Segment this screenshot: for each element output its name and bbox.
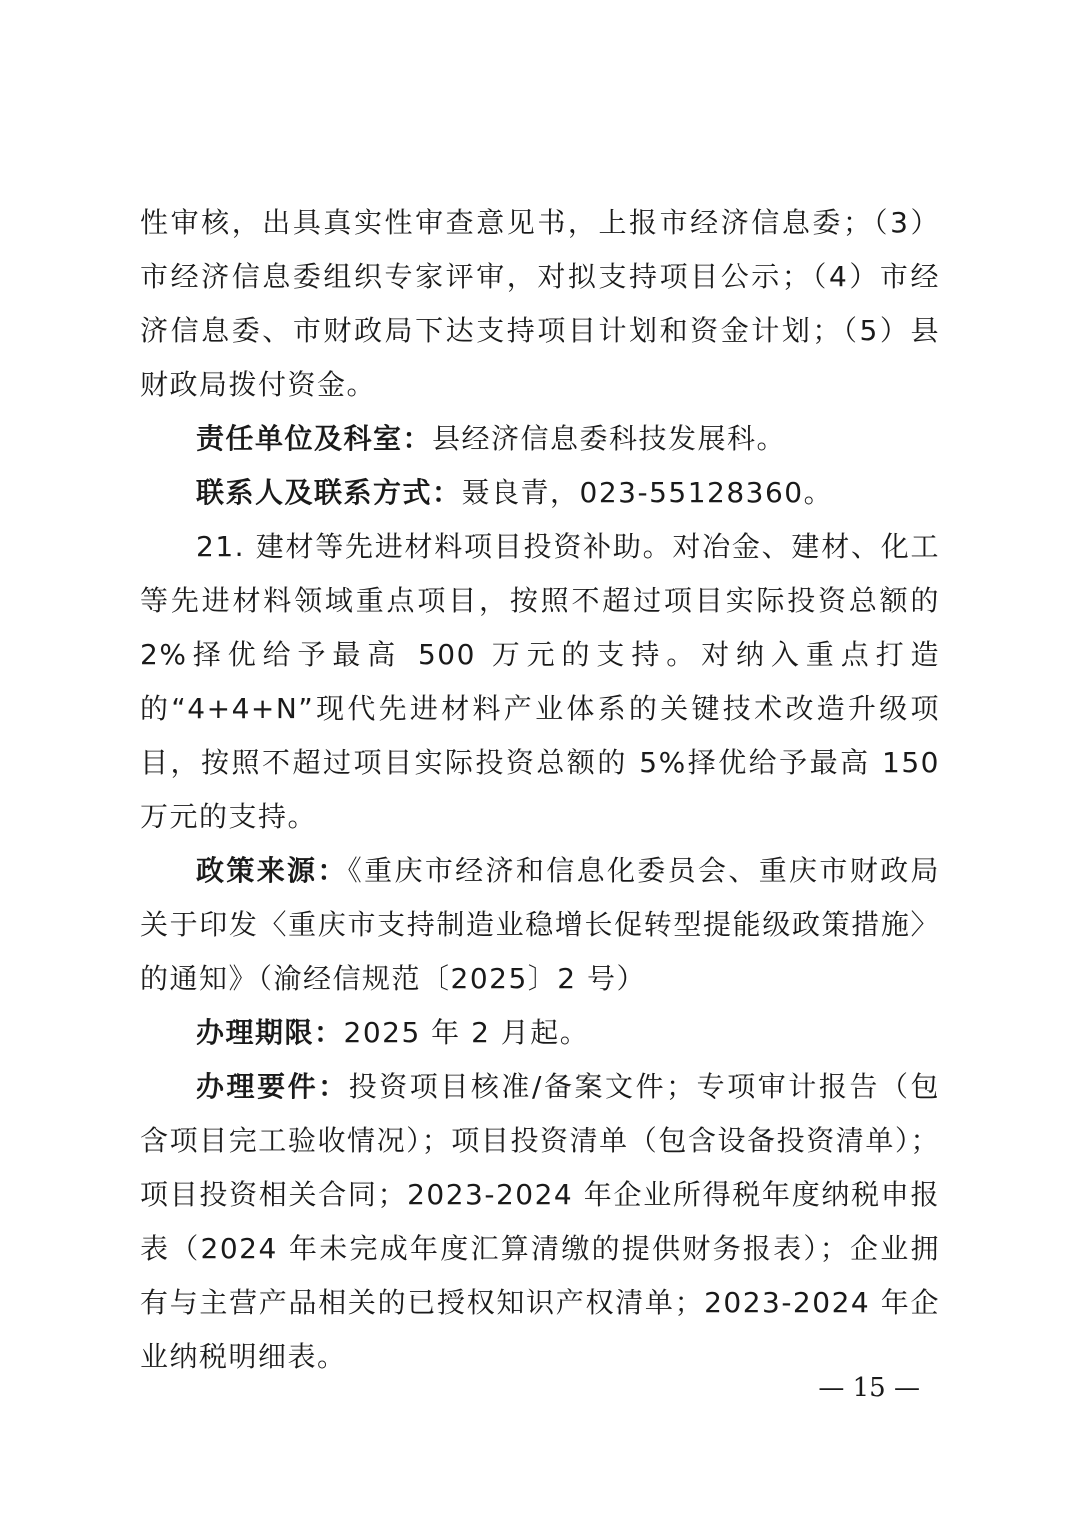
paragraph-text: 2025 年 2 月起。 xyxy=(343,1016,590,1049)
paragraph-responsible-unit xyxy=(140,412,940,466)
paragraph-text: 县经济信息委科技发展科。 xyxy=(432,422,787,455)
paragraph-text: 《重庆市经济和信息化委员会、重庆市财政局关于印发〈重庆市支持制造业稳增长促转型提能级政策措施〉的通知》（渝经信规范〔2025〕2 号） xyxy=(140,854,940,995)
paragraph-processing-period xyxy=(140,1006,940,1060)
paragraph-text: 投资项目核准/备案文件；专项审计报告（包含项目完工验收情况）；项目投资清单（包含设备投资清单）；项目投资相关合同；2023-2024 年企业所得税年度纳税申报表（2024 年未完成年度汇算清缴的提供财务报表）；企业拥有与主营产品相关的已授权知识产权清单；2023-2024 年企业纳税明细表。 xyxy=(140,1070,940,1373)
paragraph-label: 办理要件： xyxy=(196,1070,349,1103)
paragraph-label: 责任单位及科室： xyxy=(196,422,433,455)
paragraph-text: 对冶金、建材、化工等先进材料领域重点项目，按照不超过项目实际投资总额的 2%择优给予最高 500 万元的支持。对纳入重点打造的“4+4+N”现代先进材料产业体系的关键技术改造升级项目，按照不超过项目实际投资总额的 5%择优给予最高 150 万元的支持。 xyxy=(140,530,940,833)
paragraph-text: 聂良青，023-55128360。 xyxy=(461,476,834,509)
paragraph-label: 办理期限： xyxy=(196,1016,344,1049)
paragraph-item-21 xyxy=(140,520,940,844)
paragraph-text: 性审核，出具真实性审查意见书，上报市经济信息委；（3）市经济信息委组织专家评审，对拟支持项目公示；（4）市经济信息委、市财政局下达支持项目计划和资金计划；（5）县财政局拨付资金。 xyxy=(140,206,940,401)
paragraph-policy-source xyxy=(140,844,940,1006)
paragraph-label: 政策来源： xyxy=(196,854,348,887)
paragraph-label: 联系人及联系方式： xyxy=(196,476,462,509)
paragraph-contact xyxy=(140,466,940,520)
paragraph-heading: 21. 建材等先进材料项目投资补助。 xyxy=(196,530,673,563)
paragraph-procedure-continued xyxy=(140,196,940,412)
paragraph-required-documents xyxy=(140,1060,940,1384)
page-number: — 15 — xyxy=(818,1373,920,1403)
document-body xyxy=(140,196,940,1384)
